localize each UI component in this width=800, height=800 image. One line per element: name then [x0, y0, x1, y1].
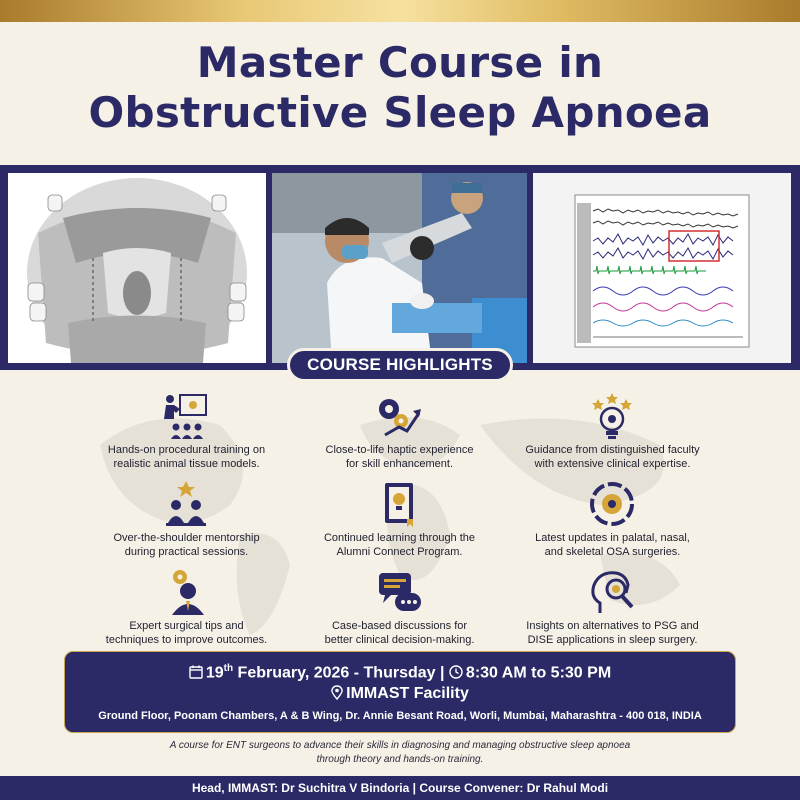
- expert-gear-icon: [160, 567, 212, 617]
- refresh-gear-icon: [586, 479, 638, 529]
- page-title: [0, 38, 800, 138]
- location-pin-icon: [331, 685, 343, 707]
- highlight-line-1: Latest updates in palatal, nasal,: [535, 532, 690, 544]
- highlight-item: [80, 385, 293, 471]
- highlight-line-2: techniques to improve outcomes.: [105, 634, 268, 646]
- highlight-line-1: Hands-on procedural training on: [107, 444, 266, 456]
- highlight-item: [293, 473, 506, 559]
- highlight-text: [65, 619, 308, 647]
- highlight-text: [65, 443, 308, 471]
- highlight-line-1: Close-to-life haptic experience: [325, 444, 474, 456]
- venue-name: IMMAST Facility: [346, 685, 469, 702]
- date-suffix: th: [223, 663, 234, 674]
- highlight-text: [278, 619, 521, 647]
- palate-illustration-image: [8, 173, 266, 363]
- title-line-1: Master Course in: [196, 38, 604, 87]
- event-details-box: [64, 651, 736, 733]
- title-line-2: Obstructive Sleep Apnoea: [88, 88, 712, 137]
- gears-growth-arrow-icon: [373, 391, 425, 441]
- mentor-meeting-icon: [160, 479, 212, 529]
- highlight-line-1: Insights on alternatives to PSG and: [526, 620, 699, 632]
- highlight-item: [80, 561, 293, 647]
- highlight-line-1: Guidance from distinguished faculty: [525, 444, 700, 456]
- top-gold-bar: [0, 0, 800, 22]
- highlight-item: [80, 473, 293, 559]
- highlight-line-2: and skeletal OSA surgeries.: [544, 546, 681, 558]
- highlight-item: [506, 385, 719, 471]
- highlight-text: [491, 619, 734, 647]
- highlight-text: [491, 531, 734, 559]
- event-venue: [65, 683, 735, 707]
- highlight-item: [506, 561, 719, 647]
- highlight-item: [293, 385, 506, 471]
- highlight-text: [65, 531, 308, 559]
- highlight-item: [293, 561, 506, 647]
- date-day: 19: [205, 664, 224, 682]
- highlight-line-2: realistic animal tissue models.: [113, 458, 260, 470]
- highlight-text: [278, 443, 521, 471]
- event-time: 8:30 AM to 5:30 PM: [465, 664, 612, 682]
- venue-address: Ground Floor, Poonam Chambers, A & B Wing, Dr. Annie Besant Road, Worli, Mumbai, Maharashtra - 400 018, INDIA: [98, 710, 702, 722]
- highlight-line-1: Over-the-shoulder mentorship: [113, 532, 260, 544]
- polysomnography-chart-image: [533, 173, 791, 363]
- highlight-line-2: Alumni Connect Program.: [336, 546, 463, 558]
- highlight-line-2: for skill enhancement.: [346, 458, 453, 470]
- highlight-line-2: during practical sessions.: [124, 546, 249, 558]
- highlight-line-2: better clinical decision-making.: [324, 634, 475, 646]
- date-rest: February, 2026 - Thursday: [233, 664, 436, 682]
- course-highlights-label: COURSE HIGHLIGHTS: [287, 348, 513, 382]
- photo-strip: [0, 165, 800, 370]
- tagline-line-2: through theory and hands-on training.: [316, 754, 484, 765]
- lightbulb-gear-stars-icon: [586, 391, 638, 441]
- highlights-grid: [80, 385, 720, 647]
- highlight-line-1: Expert surgical tips and: [129, 620, 244, 632]
- course-tagline: [120, 739, 680, 767]
- highlight-text: [278, 531, 521, 559]
- surgeon-microscope-image: [272, 173, 527, 363]
- highlight-line-2: DISE applications in sleep surgery.: [527, 634, 698, 646]
- book-lightbulb-icon: [373, 479, 425, 529]
- discussion-chat-icon: [373, 567, 425, 617]
- highlight-item: [506, 473, 719, 559]
- trainer-presentation-icon: [160, 391, 212, 441]
- date-time-separator: |: [435, 664, 449, 682]
- head-magnifier-icon: [586, 567, 638, 617]
- footer-credits: Head, IMMAST: Dr Suchitra V Bindoria | Course Convener: Dr Rahul Modi: [0, 776, 800, 800]
- highlight-line-1: Case-based discussions for: [331, 620, 468, 632]
- highlight-text: [491, 443, 734, 471]
- highlight-line-2: with extensive clinical expertise.: [534, 458, 691, 470]
- highlight-line-1: Continued learning through the: [323, 532, 476, 544]
- tagline-line-1: A course for ENT surgeons to advance their skills in diagnosing and managing obstructive sleep apnoea: [169, 740, 631, 751]
